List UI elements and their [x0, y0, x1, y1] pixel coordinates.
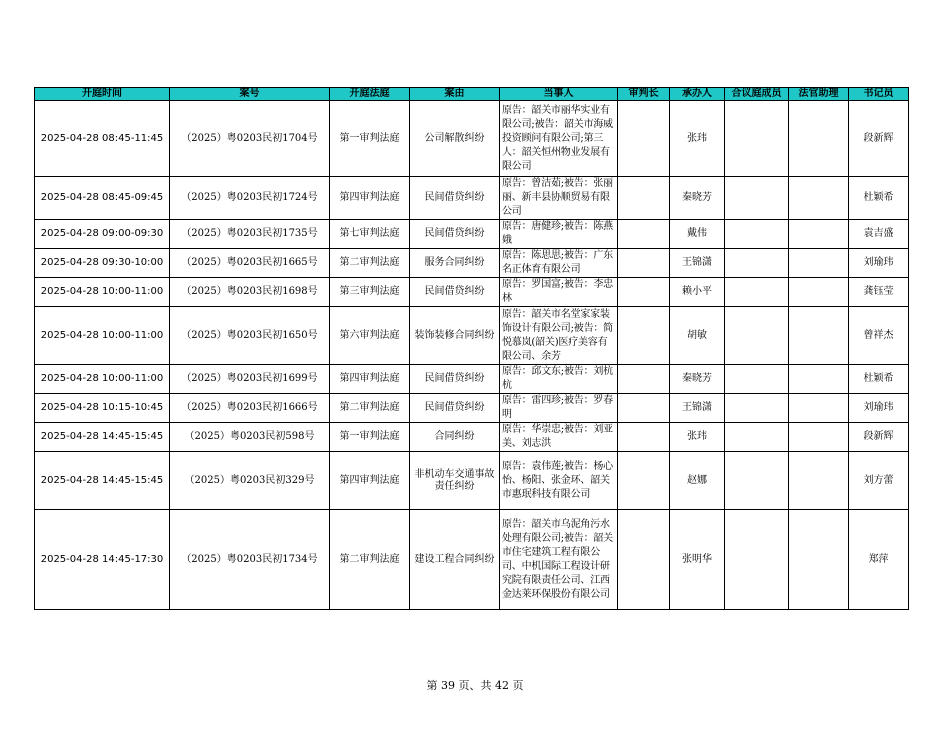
- cell-case-no: （2025）粤0203民初1650号: [170, 307, 330, 365]
- table-row: [35, 394, 909, 423]
- cell-panel: [725, 101, 789, 177]
- cell-clerk: 曾祥杰: [849, 307, 909, 365]
- cell-court: 第四审判法庭: [330, 365, 410, 394]
- cell-clerk: 郑萍: [849, 510, 909, 610]
- cell-clerk: 杜颖希: [849, 365, 909, 394]
- cell-cause: 公司解散纠纷: [410, 101, 500, 177]
- cell-case-no: （2025）粤0203民初1666号: [170, 394, 330, 423]
- cell-panel: [725, 510, 789, 610]
- table-row: [35, 220, 909, 249]
- cell-cause: 建设工程合同纠纷: [410, 510, 500, 610]
- cell-parties: 原告：邱文东;被告：刘杭杭: [500, 365, 618, 394]
- cell-assistant: [789, 307, 849, 365]
- cell-cause: 民间借贷纠纷: [410, 394, 500, 423]
- cell-handler: 赵娜: [670, 452, 725, 510]
- cell-parties: 原告：罗国富;被告：李忠林: [500, 278, 618, 307]
- cell-time: 2025-04-28 09:00-09:30: [35, 220, 170, 249]
- col-header-court: 开庭法庭: [330, 88, 410, 101]
- cell-judge: [618, 307, 670, 365]
- cell-cause: 合同纠纷: [410, 423, 500, 452]
- cell-parties: 原告：曾洁茹;被告：张丽丽、新丰县协顺贸易有限公司: [500, 177, 618, 220]
- col-header-parties: 当事人: [500, 88, 618, 101]
- cell-court: 第二审判法庭: [330, 510, 410, 610]
- cell-case-no: （2025）粤0203民初1735号: [170, 220, 330, 249]
- cell-handler: 王锦潇: [670, 394, 725, 423]
- cell-case-no: （2025）粤0203民初1665号: [170, 249, 330, 278]
- page-number: 第 39 页、共 42 页: [426, 679, 524, 692]
- cell-parties: 原告：唐健珍;被告：陈燕娥: [500, 220, 618, 249]
- cell-time: 2025-04-28 10:00-11:00: [35, 307, 170, 365]
- cell-parties: 原告：袁伟莲;被告：杨心怡、杨阳、张金环、韶关市惠珉科技有限公司: [500, 452, 618, 510]
- col-header-clerk: 书记员: [849, 88, 909, 101]
- cell-court: 第一审判法庭: [330, 423, 410, 452]
- table-header-row: [35, 88, 909, 101]
- cell-case-no: （2025）粤0203民初598号: [170, 423, 330, 452]
- table-row: [35, 452, 909, 510]
- cell-judge: [618, 278, 670, 307]
- cell-handler: 胡敏: [670, 307, 725, 365]
- cell-court: 第二审判法庭: [330, 249, 410, 278]
- hearing-schedule-table: [34, 87, 909, 610]
- cell-judge: [618, 177, 670, 220]
- cell-assistant: [789, 220, 849, 249]
- cell-cause: 民间借贷纠纷: [410, 177, 500, 220]
- cell-parties: 原告：韶关市丽华实业有限公司;被告：韶关市海威投资顾问有限公司;第三人：韶关恒州物业发展有限公司: [500, 101, 618, 177]
- col-header-handler: 承办人: [670, 88, 725, 101]
- cell-clerk: 龚钰莹: [849, 278, 909, 307]
- table-row: [35, 101, 909, 177]
- cell-parties: 原告：华崇忠;被告：刘亚美、刘志洪: [500, 423, 618, 452]
- col-header-time: 开庭时间: [35, 88, 170, 101]
- cell-cause: 民间借贷纠纷: [410, 220, 500, 249]
- cell-panel: [725, 220, 789, 249]
- table-row: [35, 307, 909, 365]
- cell-time: 2025-04-28 08:45-11:45: [35, 101, 170, 177]
- cell-court: 第三审判法庭: [330, 278, 410, 307]
- col-header-judge: 审判长: [618, 88, 670, 101]
- cell-assistant: [789, 394, 849, 423]
- cell-cause: 民间借贷纠纷: [410, 365, 500, 394]
- cell-judge: [618, 510, 670, 610]
- table-row: [35, 423, 909, 452]
- cell-time: 2025-04-28 10:00-11:00: [35, 365, 170, 394]
- cell-panel: [725, 307, 789, 365]
- cell-cause: 装饰装修合同纠纷: [410, 307, 500, 365]
- cell-handler: 戴伟: [670, 220, 725, 249]
- cell-panel: [725, 423, 789, 452]
- cell-judge: [618, 220, 670, 249]
- cell-handler: 张玮: [670, 423, 725, 452]
- cell-handler: 张玮: [670, 101, 725, 177]
- cell-assistant: [789, 249, 849, 278]
- cell-court: 第六审判法庭: [330, 307, 410, 365]
- cell-time: 2025-04-28 09:30-10:00: [35, 249, 170, 278]
- cell-judge: [618, 423, 670, 452]
- cell-case-no: （2025）粤0203民初1724号: [170, 177, 330, 220]
- cell-cause: 非机动车交通事故责任纠纷: [410, 452, 500, 510]
- cell-clerk: 刘瑜玮: [849, 249, 909, 278]
- cell-handler: 王锦潇: [670, 249, 725, 278]
- cell-assistant: [789, 510, 849, 610]
- cell-panel: [725, 365, 789, 394]
- cell-handler: 赖小平: [670, 278, 725, 307]
- cell-court: 第一审判法庭: [330, 101, 410, 177]
- table-row: [35, 510, 909, 610]
- cell-clerk: 刘方蕾: [849, 452, 909, 510]
- cell-case-no: （2025）粤0203民初329号: [170, 452, 330, 510]
- cell-parties: 原告：陈思思;被告：广东名正体育有限公司: [500, 249, 618, 278]
- cell-time: 2025-04-28 10:00-11:00: [35, 278, 170, 307]
- cell-judge: [618, 394, 670, 423]
- cell-judge: [618, 101, 670, 177]
- col-header-panel: 合议庭成员: [725, 88, 789, 101]
- cell-court: 第四审判法庭: [330, 177, 410, 220]
- table-row: [35, 365, 909, 394]
- table-row: [35, 278, 909, 307]
- cell-parties: 原告：韶关市乌泥角污水处理有限公司;被告：韶关市住宅建筑工程有限公司、中机国际工程设计研究院有限责任公司、江西金达莱环保股份有限公司: [500, 510, 618, 610]
- cell-clerk: 袁吉盛: [849, 220, 909, 249]
- cell-parties: 原告：韶关市名堂家家装饰设计有限公司;被告：简悦慕岚(韶关)医疗美容有限公司、余芳: [500, 307, 618, 365]
- cell-judge: [618, 365, 670, 394]
- col-header-case-no: 案号: [170, 88, 330, 101]
- cell-court: 第七审判法庭: [330, 220, 410, 249]
- cell-handler: 张明华: [670, 510, 725, 610]
- cell-time: 2025-04-28 14:45-17:30: [35, 510, 170, 610]
- cell-case-no: （2025）粤0203民初1698号: [170, 278, 330, 307]
- cell-assistant: [789, 278, 849, 307]
- cell-court: 第四审判法庭: [330, 452, 410, 510]
- col-header-cause: 案由: [410, 88, 500, 101]
- cell-clerk: 刘瑜玮: [849, 394, 909, 423]
- cell-time: 2025-04-28 14:45-15:45: [35, 423, 170, 452]
- cell-clerk: 杜颖希: [849, 177, 909, 220]
- cell-case-no: （2025）粤0203民初1704号: [170, 101, 330, 177]
- table-row: [35, 249, 909, 278]
- cell-panel: [725, 452, 789, 510]
- cell-cause: 服务合同纠纷: [410, 249, 500, 278]
- cell-case-no: （2025）粤0203民初1699号: [170, 365, 330, 394]
- cell-judge: [618, 249, 670, 278]
- cell-assistant: [789, 177, 849, 220]
- cell-time: 2025-04-28 08:45-09:45: [35, 177, 170, 220]
- cell-parties: 原告：雷四珍;被告：罗春明: [500, 394, 618, 423]
- cell-court: 第二审判法庭: [330, 394, 410, 423]
- cell-judge: [618, 452, 670, 510]
- cell-handler: 秦晓芳: [670, 365, 725, 394]
- cell-panel: [725, 394, 789, 423]
- cell-panel: [725, 249, 789, 278]
- cell-assistant: [789, 101, 849, 177]
- cell-assistant: [789, 452, 849, 510]
- table-row: [35, 177, 909, 220]
- cell-assistant: [789, 423, 849, 452]
- cell-clerk: 段新辉: [849, 101, 909, 177]
- cell-cause: 民间借贷纠纷: [410, 278, 500, 307]
- cell-panel: [725, 278, 789, 307]
- cell-assistant: [789, 365, 849, 394]
- cell-clerk: 段新辉: [849, 423, 909, 452]
- cell-case-no: （2025）粤0203民初1734号: [170, 510, 330, 610]
- cell-time: 2025-04-28 14:45-15:45: [35, 452, 170, 510]
- col-header-assistant: 法官助理: [789, 88, 849, 101]
- cell-panel: [725, 177, 789, 220]
- cell-time: 2025-04-28 10:15-10:45: [35, 394, 170, 423]
- cell-handler: 秦晓芳: [670, 177, 725, 220]
